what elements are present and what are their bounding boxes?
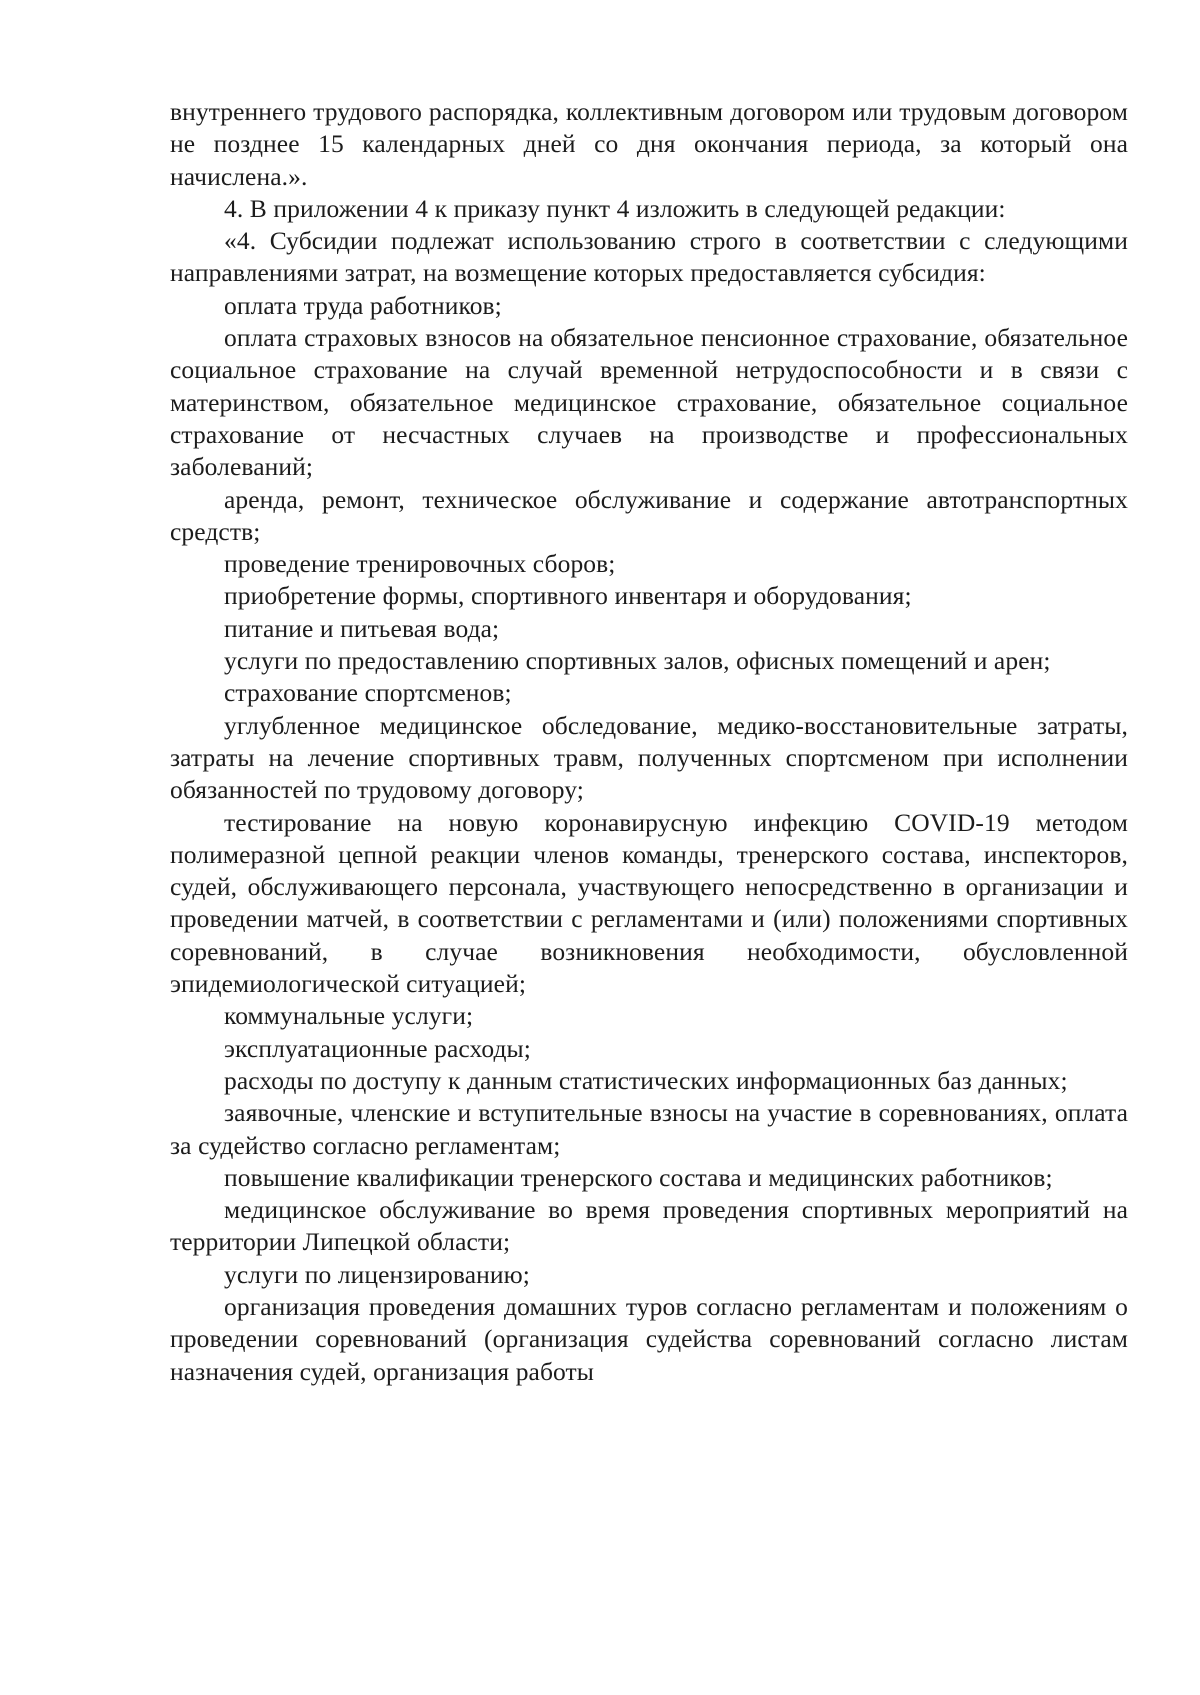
paragraph-item-4-amendment: 4. В приложении 4 к приказу пункт 4 изложить в следующей редакции: xyxy=(224,193,1006,223)
list-item: питание и питьевая вода; xyxy=(224,613,500,643)
list-item: проведение тренировочных сборов; xyxy=(224,549,616,579)
list-item: организация проведения домашних туров согласно регламентам и положениям о проведении соревнований (организация судейства соревнований согласно листам назначения судей, организация работы xyxy=(170,1291,1128,1386)
document-body xyxy=(170,96,1128,1388)
list-item: коммунальные услуги; xyxy=(224,1001,474,1031)
paragraph-continuation: внутреннего трудового распорядка, коллективным договором или трудовым договором не позднее 15 календарных дней со дня окончания периода, за который она начислена.». xyxy=(170,97,1128,191)
list-item: повышение квалификации тренерского состава и медицинских работников; xyxy=(224,1162,1053,1192)
list-item: тестирование на новую коронавирусную инфекцию COVID-19 методом полимеразной цепной реакции членов команды, тренерского состава, инспекторов, судей, обслуживающего персонала, участвующего непосредственно в организации и проведении матчей, в соответствии с регламентами и (или) положениями спортивных соревнований, в случае возникновения необходимости, обусловленной эпидемиологической ситуацией; xyxy=(170,807,1128,999)
list-item: страхование спортсменов; xyxy=(224,678,512,708)
list-item: услуги по предоставлению спортивных залов, офисных помещений и арен; xyxy=(224,646,1051,676)
list-item: аренда, ремонт, техническое обслуживание и содержание автотранспортных средств; xyxy=(170,484,1128,546)
list-item: услуги по лицензированию; xyxy=(224,1259,530,1289)
list-item: приобретение формы, спортивного инвентаря и оборудования; xyxy=(224,581,912,611)
paragraph-subsidies-intro: «4. Субсидии подлежат использованию строго в соответствии с следующими направлениями затрат, на возмещение которых предоставляется субсидия: xyxy=(170,226,1128,288)
list-item: медицинское обслуживание во время проведения спортивных мероприятий на территории Липецкой области; xyxy=(170,1195,1128,1257)
list-item: заявочные, членские и вступительные взносы на участие в соревнованиях, оплата за судейство согласно регламентам; xyxy=(170,1098,1128,1160)
list-item: оплата страховых взносов на обязательное пенсионное страхование, обязательное социальное страхование на случай временной нетрудоспособности и в связи с материнством, обязательное медицинское страхование, обязательное социальное страхование от несчастных случаев на производстве и профессиональных заболеваний; xyxy=(170,323,1128,482)
list-item: углубленное медицинское обследование, медико-восстановительные затраты, затраты на лечение спортивных травм, полученных спортсменом при исполнении обязанностей по трудовому договору; xyxy=(170,710,1128,805)
list-item: расходы по доступу к данным статистических информационных баз данных; xyxy=(224,1065,1068,1095)
list-item: эксплуатационные расходы; xyxy=(224,1033,531,1063)
list-item: оплата труда работников; xyxy=(224,290,502,320)
